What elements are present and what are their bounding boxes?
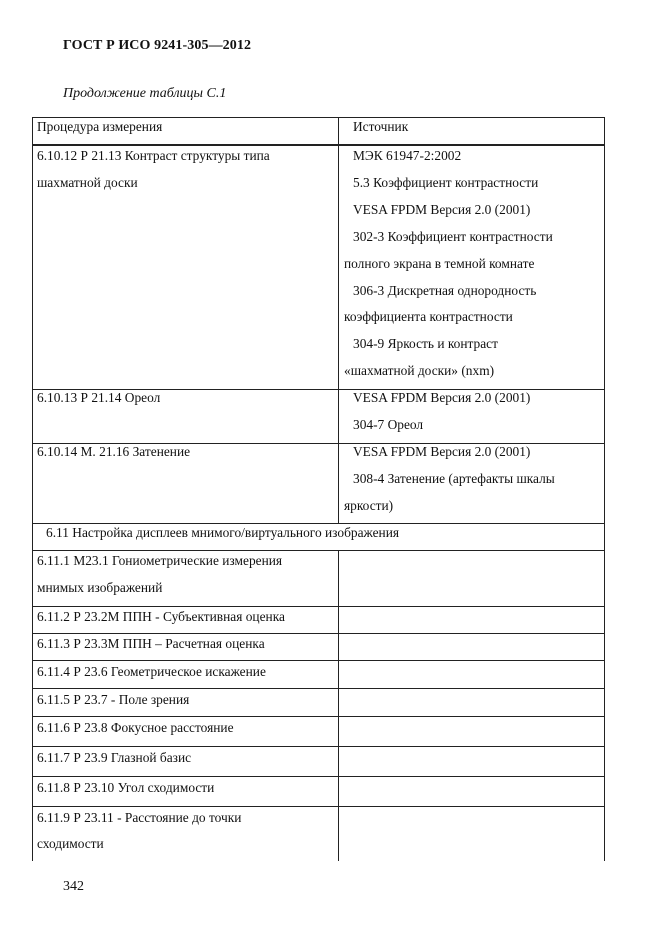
section-heading: 6.11 Настройка дисплеев мнимого/виртуального изображения bbox=[46, 525, 400, 540]
procedure-cell: 6.11.9 Р 23.11 - Расстояние до точки bbox=[37, 810, 242, 825]
source-cell: 304-9 Яркость и контраст bbox=[353, 336, 498, 351]
table-caption: Продолжение таблицы С.1 bbox=[63, 86, 227, 101]
procedure-cell: 6.11.6 Р 23.8 Фокусное расстояние bbox=[37, 720, 234, 735]
header-procedure: Процедура измерения bbox=[37, 119, 163, 134]
row-separator bbox=[32, 660, 605, 661]
source-cell: VESA FPDM Версия 2.0 (2001) bbox=[353, 390, 531, 405]
source-cell: яркости) bbox=[344, 498, 394, 513]
row-separator bbox=[32, 606, 605, 607]
column-separator bbox=[338, 117, 339, 523]
procedure-cell: 6.11.3 Р 23.3М ППН – Расчетная оценка bbox=[37, 636, 265, 651]
source-cell: 306-3 Дискретная однородность bbox=[353, 283, 537, 298]
source-cell: VESA FPDM Версия 2.0 (2001) bbox=[353, 444, 531, 459]
row-separator bbox=[32, 776, 605, 777]
row-separator bbox=[32, 806, 605, 807]
procedure-cell: 6.11.5 Р 23.7 - Поле зрения bbox=[37, 692, 190, 707]
header-source: Источник bbox=[353, 119, 409, 134]
procedure-cell: шахматной доски bbox=[37, 175, 138, 190]
row-separator bbox=[32, 550, 605, 551]
table-border-left bbox=[32, 117, 33, 861]
source-cell: 302-3 Коэффициент контрастности bbox=[353, 229, 553, 244]
procedure-cell: 6.11.7 Р 23.9 Глазной базис bbox=[37, 750, 192, 765]
row-separator bbox=[32, 633, 605, 634]
document-header: ГОСТ Р ИСО 9241-305—2012 bbox=[63, 38, 252, 53]
source-cell: коэффициента контрастности bbox=[344, 309, 513, 324]
source-cell: 5.3 Коэффициент контрастности bbox=[353, 175, 539, 190]
source-cell: 308-4 Затенение (артефакты шкалы bbox=[353, 471, 555, 486]
procedure-cell: 6.11.4 Р 23.6 Геометрическое искажение bbox=[37, 664, 266, 679]
source-cell: «шахматной доски» (nxm) bbox=[344, 363, 495, 378]
header-separator bbox=[32, 144, 605, 146]
source-cell: полного экрана в темной комнате bbox=[344, 256, 535, 271]
procedure-cell: 6.10.13 Р 21.14 Ореол bbox=[37, 390, 161, 405]
procedure-cell: мнимых изображений bbox=[37, 580, 163, 595]
measurement-table bbox=[32, 117, 605, 861]
procedure-cell: 6.11.1 М23.1 Гониометрические измерения bbox=[37, 553, 283, 568]
procedure-cell: 6.10.14 М. 21.16 Затенение bbox=[37, 444, 191, 459]
source-cell: 304-7 Ореол bbox=[353, 417, 424, 432]
table-border-top bbox=[32, 117, 605, 118]
page-number: 342 bbox=[63, 879, 84, 894]
table-border-right bbox=[604, 117, 605, 861]
row-separator bbox=[32, 746, 605, 747]
row-separator bbox=[32, 523, 605, 524]
source-cell: МЭК 61947-2:2002 bbox=[353, 148, 462, 163]
column-separator bbox=[338, 550, 339, 861]
procedure-cell: 6.11.8 Р 23.10 Угол сходимости bbox=[37, 780, 215, 795]
row-separator bbox=[32, 688, 605, 689]
row-separator bbox=[32, 716, 605, 717]
procedure-cell: 6.11.2 Р 23.2М ППН - Субъективная оценка bbox=[37, 609, 285, 624]
source-cell: VESA FPDM Версия 2.0 (2001) bbox=[353, 202, 531, 217]
procedure-cell: 6.10.12 Р 21.13 Контраст структуры типа bbox=[37, 148, 270, 163]
procedure-cell: сходимости bbox=[37, 836, 104, 851]
